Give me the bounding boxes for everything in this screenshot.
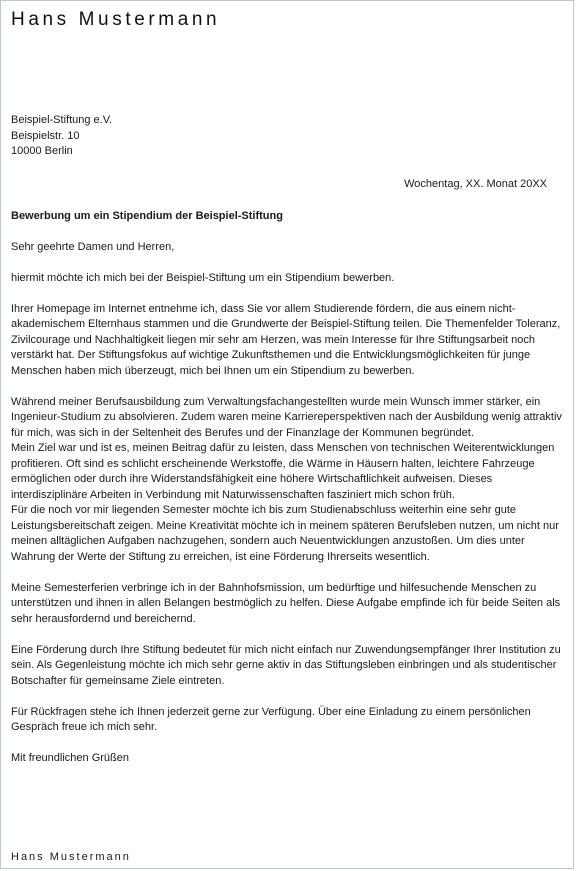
closing: Mit freundlichen Grüßen: [11, 752, 129, 764]
letter-date: Wochentag, XX. Monat 20XX: [404, 178, 547, 190]
letter-body: [11, 209, 563, 783]
salutation: Sehr geehrte Damen und Herren,: [11, 240, 175, 253]
paragraph-intro: hiermit möchte ich mich bei der Beispiel-Stiftung um ein Stipendium bewerben.: [11, 271, 395, 284]
recipient-line-2: Beispielstr. 10: [11, 129, 80, 142]
paragraph-volunteering: Meine Semesterferien verbringe ich in der Bahnhofsmission, um bedürftige und hilfesuchende Menschen zu unterstützen und ihnen in allen Belangen bestmöglich zu helfen. Diese Aufgabe empfinde ich für beide Seiten als sehr herausfordernd und bereichernd.: [11, 581, 561, 625]
signature: Hans Mustermann: [11, 851, 131, 863]
letter-subject: Bewerbung um ein Stipendium der Beispiel-Stiftung: [11, 210, 283, 222]
paragraph-contact: Für Rückfragen stehe ich Ihnen jederzeit gerne zur Verfügung. Über eine Einladung zu einem persönlichen Gespräch freue ich mich sehr.: [11, 705, 531, 733]
sender-name: Hans Mustermann: [11, 9, 221, 30]
recipient-line-3: 10000 Berlin: [11, 145, 73, 157]
paragraph-motivation: Ihrer Homepage im Internet entnehme ich, dass Sie vor allem Studierende fördern, die aus einem nicht-akademischem Elternhaus stammen und die Grundwerte der Beispiel-Stiftung teilen. Die Themenfelder Toleranz, Zivilcourage und Nachhaltigkeit liegen mir sehr am Herzen, was mein Interesse für Ihre Stiftungsarbeit noch verstärkt hat. Der Stiftungsfokus auf wichtige Zukunftsthemen und die Entwicklungsmöglichkeiten für junge Menschen haben mich überzeugt, mich bei Ihnen um ein Stipendium zu bewerben.: [11, 302, 561, 377]
paragraph-commitment: Eine Förderung durch Ihre Stiftung bedeutet für mich nicht einfach nur Zuwendungsempfänger Ihrer Institution zu sein. Als Gegenleistung möchte ich mich sehr gerne aktiv in das Stiftungsleben einbringen und als studentischer Botschafter für gemeinsame Ziele eintreten.: [11, 643, 561, 687]
paragraph-future: Für die noch vor mir liegenden Semester möchte ich bis zum Studienabschluss weiterhin eine sehr gute Leistungsbereitschaft zeigen. Meine Kreativität möchte ich in meinem späteren Berufsleben nutzen, um nicht nur meinen alltäglichen Aufgaben nachzugehen, sondern auch Neuentwicklungen anzustoßen. Um dies unter Wahrung der Werte der Stiftung zu erreichen, ist eine Förderung Ihrerseits wesentlich.: [11, 504, 559, 563]
recipient-address: [11, 113, 112, 160]
paragraph-goal: Mein Ziel war und ist es, meinen Beitrag dafür zu leisten, dass Menschen von technischen Weiterentwicklungen profitieren. Oft sind es schlicht erscheinende Werkstoffe, die Wärme in Häusern halten, leichtere Fahrzeuge ermöglichen oder durch ihre Widerstandsfähigkeit eine höhere Wirtschaftlichkeit aufweisen. Dieses interdisziplinäre Arbeiten in Verbindung mit Naturwissenschaften fasziniert mich schon früh.: [11, 442, 555, 501]
paragraph-background: Während meiner Berufsausbildung zum Verwaltungsfachangestellten wurde mein Wunsch immer stärker, ein Ingenieur-Studium zu absolvieren. Zudem waren meine Karriereperspektiven nach der Ausbildung wenig attraktiv für mich, was sich in der Seltenheit des Berufes und der Finanzlage der Kommunen begründet.: [11, 395, 562, 439]
recipient-line-1: Beispiel-Stiftung e.V.: [11, 114, 113, 126]
